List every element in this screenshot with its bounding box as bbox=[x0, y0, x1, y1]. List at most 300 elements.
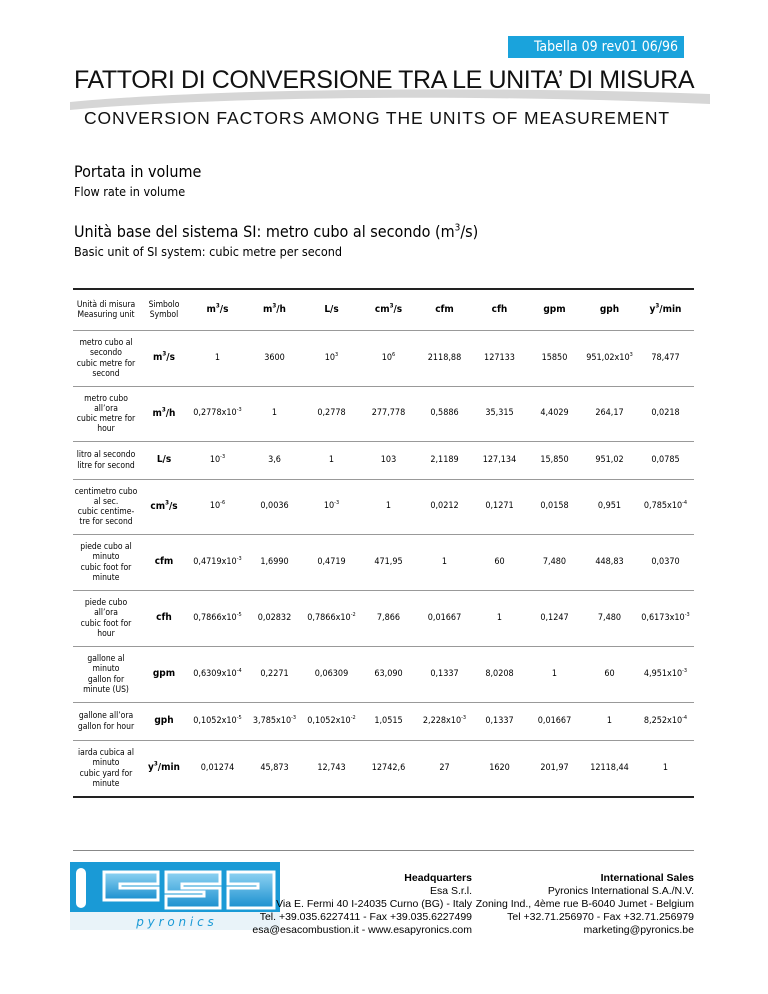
value-exponent: -4 bbox=[682, 500, 688, 507]
unit-sup: 3 bbox=[162, 350, 167, 358]
value-exponent: -2 bbox=[350, 714, 356, 721]
conversion-value bbox=[637, 741, 694, 798]
unit-base: cfm bbox=[435, 303, 454, 315]
value-mantissa: 0,6309x10 bbox=[193, 668, 237, 679]
value-mantissa: 264,17 bbox=[595, 408, 624, 419]
unit-sup: 3 bbox=[153, 760, 158, 768]
row-label-line: centimetro cubo bbox=[74, 486, 138, 497]
unit-rest: /h bbox=[165, 407, 176, 419]
row-label-line: hour bbox=[97, 424, 115, 435]
value-mantissa: 0,4719x10 bbox=[193, 556, 237, 567]
header-measuring-unit bbox=[73, 289, 139, 331]
row-label-line: cubic centime- bbox=[77, 507, 135, 517]
value-mantissa: 0,0218 bbox=[651, 408, 680, 419]
value-mantissa: 0,6173x10 bbox=[641, 612, 685, 623]
conversion-value bbox=[582, 741, 637, 798]
conversion-value bbox=[360, 741, 417, 798]
conversion-value bbox=[189, 703, 246, 741]
conversion-value bbox=[189, 647, 246, 703]
value-exponent: 3 bbox=[335, 351, 339, 358]
value-exponent: -4 bbox=[236, 667, 242, 674]
value-exponent: -3 bbox=[684, 611, 690, 618]
conversion-value bbox=[527, 741, 582, 798]
table-reference-tag: Tabella 09 rev01 06/96 bbox=[508, 36, 684, 58]
value-mantissa: 951,02 bbox=[595, 454, 624, 465]
conversion-value bbox=[527, 442, 582, 480]
value-exponent: -3 bbox=[291, 714, 297, 721]
value-mantissa: 0,0370 bbox=[651, 556, 680, 567]
row-symbol bbox=[139, 387, 189, 442]
conversion-value bbox=[527, 331, 582, 387]
unit-base: y bbox=[148, 762, 154, 774]
row-symbol bbox=[139, 331, 189, 387]
value-mantissa: 0,1337 bbox=[485, 715, 514, 726]
value-mantissa: 3,6 bbox=[268, 454, 281, 465]
unit-base: m bbox=[152, 407, 162, 419]
conversion-value bbox=[360, 535, 417, 591]
value-exponent: 6 bbox=[392, 351, 396, 358]
intl-heading: International Sales bbox=[600, 872, 694, 884]
row-label-line: minute bbox=[92, 778, 120, 789]
row-label-line: litro al secondo bbox=[76, 450, 136, 461]
conversion-value bbox=[246, 741, 303, 798]
conversion-value bbox=[472, 647, 527, 703]
value-mantissa: 127133 bbox=[484, 352, 515, 363]
row-unit-name bbox=[73, 741, 139, 798]
conversion-value bbox=[246, 647, 303, 703]
value-mantissa: 15,850 bbox=[540, 454, 569, 465]
column-header bbox=[527, 289, 582, 331]
row-label-line: gallon for bbox=[87, 674, 125, 685]
conversion-value bbox=[637, 535, 694, 591]
value-mantissa: 0,2778 bbox=[317, 408, 346, 419]
unit-base: gph bbox=[154, 715, 174, 727]
conversion-value bbox=[582, 480, 637, 535]
unit-rest: /min bbox=[659, 303, 682, 315]
unit-base: gpm bbox=[152, 668, 176, 680]
conversion-value bbox=[417, 741, 472, 798]
conversion-value bbox=[637, 387, 694, 442]
row-label-line: cubic foot for bbox=[80, 562, 132, 573]
row-label-line: tre for second bbox=[79, 517, 133, 528]
unit-base: m bbox=[263, 303, 273, 315]
value-mantissa: 0,1337 bbox=[430, 668, 459, 679]
intl-phone: Tel +32.71.256970 - Fax +32.71.256979 bbox=[507, 911, 694, 923]
value-mantissa: 0,4719 bbox=[317, 556, 346, 567]
row-label-line: hour bbox=[97, 628, 115, 639]
value-mantissa: 2,228x10 bbox=[422, 715, 462, 726]
conversion-value bbox=[472, 442, 527, 480]
row-label-line: all’ora bbox=[94, 403, 118, 414]
row-symbol bbox=[139, 480, 189, 535]
svg-text:p y r o n i c s: p y r o n i c s bbox=[136, 915, 214, 929]
row-unit-name bbox=[73, 442, 139, 480]
value-mantissa: 63,090 bbox=[374, 668, 403, 679]
conversion-value bbox=[417, 535, 472, 591]
value-mantissa: 0,5886 bbox=[430, 408, 459, 419]
conversion-value bbox=[360, 703, 417, 741]
conversion-value bbox=[303, 387, 360, 442]
unit-base: cfh bbox=[156, 612, 172, 624]
value-mantissa: 951,02x10 bbox=[586, 352, 630, 363]
unit-sup: 3 bbox=[165, 499, 169, 507]
unit-base: cfm bbox=[154, 556, 174, 568]
value-mantissa: 3600 bbox=[264, 352, 285, 363]
value-mantissa: 1 bbox=[551, 668, 558, 679]
conversion-value bbox=[527, 591, 582, 647]
conversion-value bbox=[472, 480, 527, 535]
unit-base: gph bbox=[599, 303, 620, 315]
conversion-table bbox=[73, 288, 694, 798]
base-unit-sup: 3 bbox=[454, 222, 461, 234]
intl-email: marketing@pyronics.be bbox=[583, 924, 694, 936]
row-label-line: second bbox=[92, 368, 120, 379]
value-mantissa: 0,7866x10 bbox=[307, 612, 351, 623]
row-label-line: all’ora bbox=[94, 608, 118, 619]
column-header bbox=[582, 289, 637, 331]
conversion-value bbox=[417, 480, 472, 535]
row-label-line: cubic foot for bbox=[80, 618, 132, 629]
conversion-value bbox=[246, 480, 303, 535]
value-mantissa: 1620 bbox=[489, 762, 510, 773]
column-header bbox=[189, 289, 246, 331]
table-row bbox=[73, 387, 694, 442]
value-mantissa: 10 bbox=[381, 352, 393, 363]
table-row bbox=[73, 647, 694, 703]
value-exponent: -4 bbox=[682, 714, 688, 721]
conversion-value bbox=[527, 647, 582, 703]
conversion-value bbox=[417, 591, 472, 647]
conversion-value bbox=[637, 703, 694, 741]
unit-sup: 3 bbox=[215, 302, 220, 310]
header-line: Measuring unit bbox=[77, 310, 135, 320]
conversion-value bbox=[303, 480, 360, 535]
row-symbol bbox=[139, 535, 189, 591]
value-exponent: -3 bbox=[236, 555, 242, 562]
conversion-value bbox=[637, 647, 694, 703]
conversion-value bbox=[637, 331, 694, 387]
header-line: Symbol bbox=[149, 310, 179, 320]
value-mantissa: 0,0785 bbox=[651, 454, 680, 465]
value-mantissa: 4,4029 bbox=[540, 408, 569, 419]
unit-base: L/s bbox=[324, 303, 339, 315]
conversion-value bbox=[246, 591, 303, 647]
row-symbol bbox=[139, 741, 189, 798]
value-mantissa: 2,1189 bbox=[430, 454, 459, 465]
row-symbol bbox=[139, 647, 189, 703]
conversion-value bbox=[189, 741, 246, 798]
hq-street: Via E. Fermi 40 I-24035 Curno (BG) - Italy bbox=[276, 898, 472, 910]
conversion-value bbox=[303, 741, 360, 798]
row-label-line: cubic metre for bbox=[76, 358, 136, 369]
column-header bbox=[417, 289, 472, 331]
conversion-value bbox=[246, 703, 303, 741]
table-row bbox=[73, 442, 694, 480]
conversion-value bbox=[246, 387, 303, 442]
row-symbol bbox=[139, 591, 189, 647]
conversion-value bbox=[637, 591, 694, 647]
row-label-line: metro cubo bbox=[84, 393, 128, 404]
column-header bbox=[246, 289, 303, 331]
value-exponent: -5 bbox=[236, 714, 242, 721]
conversion-value bbox=[303, 535, 360, 591]
section-title-italian: Portata in volume bbox=[74, 162, 202, 181]
conversion-value bbox=[360, 331, 417, 387]
conversion-value bbox=[527, 480, 582, 535]
value-mantissa: 3,785x10 bbox=[252, 715, 292, 726]
value-mantissa: 0,0212 bbox=[430, 501, 459, 512]
value-mantissa: 0,1247 bbox=[540, 612, 569, 623]
value-mantissa: 7,866 bbox=[376, 612, 401, 623]
conversion-value bbox=[246, 442, 303, 480]
unit-base: cfh bbox=[491, 303, 508, 315]
base-unit-english: Basic unit of SI system: cubic metre per second bbox=[74, 244, 342, 259]
value-mantissa: 10 bbox=[209, 501, 221, 512]
value-mantissa: 1 bbox=[328, 454, 335, 465]
conversion-value bbox=[246, 535, 303, 591]
column-header bbox=[303, 289, 360, 331]
conversion-value bbox=[527, 387, 582, 442]
header-symbol bbox=[139, 289, 189, 331]
conversion-value bbox=[527, 703, 582, 741]
value-mantissa: 10 bbox=[324, 352, 336, 363]
headquarters-address bbox=[232, 872, 472, 937]
table-row bbox=[73, 480, 694, 535]
conversion-value bbox=[303, 591, 360, 647]
conversion-value bbox=[472, 591, 527, 647]
row-unit-name bbox=[73, 591, 139, 647]
unit-sup: 3 bbox=[655, 302, 660, 310]
unit-rest: /s bbox=[393, 303, 403, 315]
value-exponent: -3 bbox=[682, 667, 688, 674]
conversion-value bbox=[189, 331, 246, 387]
conversion-value bbox=[582, 591, 637, 647]
conversion-value bbox=[189, 591, 246, 647]
row-label-line: minuto bbox=[92, 758, 120, 769]
row-label-line: litre for second bbox=[77, 460, 135, 471]
value-mantissa: 27 bbox=[439, 762, 450, 773]
value-mantissa: 8,0208 bbox=[485, 668, 514, 679]
value-mantissa: 0,2271 bbox=[260, 668, 289, 679]
value-mantissa: 10 bbox=[209, 454, 221, 465]
value-mantissa: 127,134 bbox=[482, 454, 517, 465]
base-unit-suffix: /s) bbox=[460, 222, 479, 241]
conversion-value bbox=[360, 480, 417, 535]
unit-rest: /min bbox=[157, 762, 180, 774]
value-mantissa: 1,6990 bbox=[260, 556, 289, 567]
value-mantissa: 1 bbox=[662, 762, 669, 773]
conversion-value bbox=[472, 741, 527, 798]
unit-rest: /h bbox=[276, 303, 286, 315]
value-exponent: -2 bbox=[350, 611, 356, 618]
value-mantissa: 103 bbox=[380, 454, 397, 465]
conversion-value bbox=[472, 703, 527, 741]
conversion-value bbox=[189, 535, 246, 591]
page-title-english: CONVERSION FACTORS AMONG THE UNITS OF MEASUREMENT bbox=[84, 108, 671, 128]
table-row bbox=[73, 331, 694, 387]
conversion-value bbox=[582, 535, 637, 591]
value-mantissa: 1 bbox=[606, 715, 613, 726]
unit-base: cm bbox=[150, 500, 166, 512]
row-label-line: gallone al bbox=[87, 654, 125, 665]
conversion-value bbox=[582, 387, 637, 442]
table-row bbox=[73, 591, 694, 647]
value-mantissa: 0,2778x10 bbox=[193, 408, 237, 419]
row-label-line: minute bbox=[92, 572, 120, 583]
row-symbol bbox=[139, 703, 189, 741]
conversion-value bbox=[582, 331, 637, 387]
value-mantissa: 7,480 bbox=[597, 612, 622, 623]
unit-sup: 3 bbox=[389, 302, 394, 310]
conversion-value bbox=[360, 442, 417, 480]
conversion-value bbox=[582, 647, 637, 703]
value-mantissa: 0,785x10 bbox=[643, 501, 683, 512]
conversion-value bbox=[246, 331, 303, 387]
row-symbol bbox=[139, 442, 189, 480]
value-mantissa: 0,02832 bbox=[257, 612, 292, 623]
unit-base: cm bbox=[374, 303, 390, 315]
conversion-value bbox=[303, 442, 360, 480]
hq-heading: Headquarters bbox=[404, 872, 472, 884]
row-unit-name bbox=[73, 387, 139, 442]
conversion-value bbox=[189, 442, 246, 480]
intl-company: Pyronics International S.A./N.V. bbox=[547, 885, 694, 897]
value-mantissa: 12118,44 bbox=[590, 762, 629, 773]
value-mantissa: 0,1052x10 bbox=[307, 715, 351, 726]
value-mantissa: 0,0158 bbox=[540, 501, 569, 512]
value-mantissa: 0,01667 bbox=[427, 612, 462, 623]
base-unit-heading bbox=[74, 222, 478, 241]
value-mantissa: 15850 bbox=[541, 352, 568, 363]
value-mantissa: 1 bbox=[496, 612, 503, 623]
table-row bbox=[73, 703, 694, 741]
unit-base: m bbox=[153, 352, 163, 364]
value-mantissa: 1 bbox=[214, 352, 221, 363]
value-mantissa: 201,97 bbox=[540, 762, 569, 773]
conversion-value bbox=[417, 647, 472, 703]
value-mantissa: 471,95 bbox=[374, 556, 403, 567]
row-unit-name bbox=[73, 703, 139, 741]
row-unit-name bbox=[73, 480, 139, 535]
value-exponent: 3 bbox=[629, 351, 633, 358]
value-mantissa: 78,477 bbox=[651, 352, 680, 363]
value-exponent: -3 bbox=[461, 714, 467, 721]
conversion-value bbox=[417, 703, 472, 741]
value-mantissa: 0,01667 bbox=[537, 715, 572, 726]
conversion-value bbox=[189, 480, 246, 535]
value-mantissa: 277,778 bbox=[371, 408, 406, 419]
value-mantissa: 448,83 bbox=[595, 556, 624, 567]
unit-sup: 3 bbox=[161, 406, 166, 414]
value-exponent: -5 bbox=[236, 611, 242, 618]
international-sales-address bbox=[470, 872, 694, 937]
table-header-row bbox=[73, 289, 694, 331]
conversion-value bbox=[527, 535, 582, 591]
value-mantissa: 60 bbox=[494, 556, 505, 567]
conversion-value bbox=[472, 387, 527, 442]
conversion-value bbox=[303, 703, 360, 741]
unit-sup: 3 bbox=[272, 302, 277, 310]
conversion-value bbox=[472, 535, 527, 591]
row-label-line: minuto bbox=[92, 664, 120, 675]
conversion-value bbox=[360, 647, 417, 703]
value-mantissa: 7,480 bbox=[542, 556, 567, 567]
value-exponent: -3 bbox=[334, 500, 340, 507]
page-title-italian: FATTORI DI CONVERSIONE TRA LE UNITA’ DI MISURA bbox=[74, 66, 695, 94]
value-mantissa: 8,252x10 bbox=[643, 715, 683, 726]
hq-company: Esa S.r.l. bbox=[429, 885, 472, 897]
value-mantissa: 10 bbox=[323, 501, 335, 512]
row-label-line: piede cubo bbox=[84, 598, 128, 609]
header-line: Unità di misura bbox=[76, 299, 136, 310]
row-label-line: metro cubo al bbox=[79, 338, 133, 349]
conversion-value bbox=[417, 331, 472, 387]
value-mantissa: 60 bbox=[604, 668, 615, 679]
conversion-value bbox=[582, 442, 637, 480]
value-mantissa: 0,1271 bbox=[485, 501, 514, 512]
base-unit-prefix: Unità base del sistema SI: metro cubo al secondo (m bbox=[74, 222, 455, 241]
value-mantissa: 4,951x10 bbox=[643, 668, 683, 679]
column-header bbox=[360, 289, 417, 331]
row-unit-name bbox=[73, 331, 139, 387]
unit-rest: /s bbox=[166, 352, 175, 364]
value-exponent: -3 bbox=[220, 453, 226, 460]
row-label-line: cubic yard for bbox=[79, 768, 133, 779]
section-title-english: Flow rate in volume bbox=[74, 184, 186, 199]
conversion-value bbox=[360, 387, 417, 442]
hq-email-web: esa@esacombustion.it - www.esapyronics.com bbox=[252, 924, 472, 936]
column-header bbox=[637, 289, 694, 331]
row-unit-name bbox=[73, 647, 139, 703]
conversion-value bbox=[637, 442, 694, 480]
row-label-line: iarda cubica al bbox=[78, 748, 134, 759]
value-mantissa: 0,1052x10 bbox=[193, 715, 237, 726]
unit-rest: /s bbox=[168, 500, 178, 512]
hq-phone: Tel. +39.035.6227411 - Fax +39.035.6227499 bbox=[259, 911, 472, 923]
row-label-line: minuto bbox=[92, 552, 120, 563]
value-mantissa: 0,0036 bbox=[260, 501, 289, 512]
conversion-value bbox=[303, 331, 360, 387]
conversion-value bbox=[637, 480, 694, 535]
conversion-value bbox=[417, 442, 472, 480]
column-header bbox=[472, 289, 527, 331]
table-row bbox=[73, 741, 694, 798]
unit-base: gpm bbox=[543, 303, 566, 315]
conversion-value bbox=[360, 591, 417, 647]
value-mantissa: 1 bbox=[271, 408, 278, 419]
intl-street: Zoning Ind., 4ème rue B-6040 Jumet - Belgium bbox=[475, 898, 694, 910]
footer-divider bbox=[73, 850, 694, 851]
row-label-line: secondo bbox=[90, 348, 122, 359]
table-row bbox=[73, 535, 694, 591]
value-mantissa: 12,743 bbox=[317, 762, 346, 773]
conversion-value bbox=[582, 703, 637, 741]
conversion-value bbox=[417, 387, 472, 442]
value-mantissa: 1 bbox=[385, 501, 392, 512]
conversion-value bbox=[472, 331, 527, 387]
header-line: Simbolo bbox=[148, 299, 180, 310]
row-label-line: piede cubo al bbox=[80, 542, 132, 553]
value-mantissa: 12742,6 bbox=[371, 762, 406, 773]
value-mantissa: 0,7866x10 bbox=[193, 612, 237, 623]
value-mantissa: 0,06309 bbox=[314, 668, 349, 679]
value-exponent: -3 bbox=[236, 407, 242, 414]
unit-base: L/s bbox=[156, 454, 172, 466]
conversion-value bbox=[303, 647, 360, 703]
row-label-line: cubic metre for bbox=[76, 414, 136, 424]
unit-rest: /s bbox=[219, 303, 229, 315]
row-label-line: gallon for hour bbox=[77, 721, 135, 732]
